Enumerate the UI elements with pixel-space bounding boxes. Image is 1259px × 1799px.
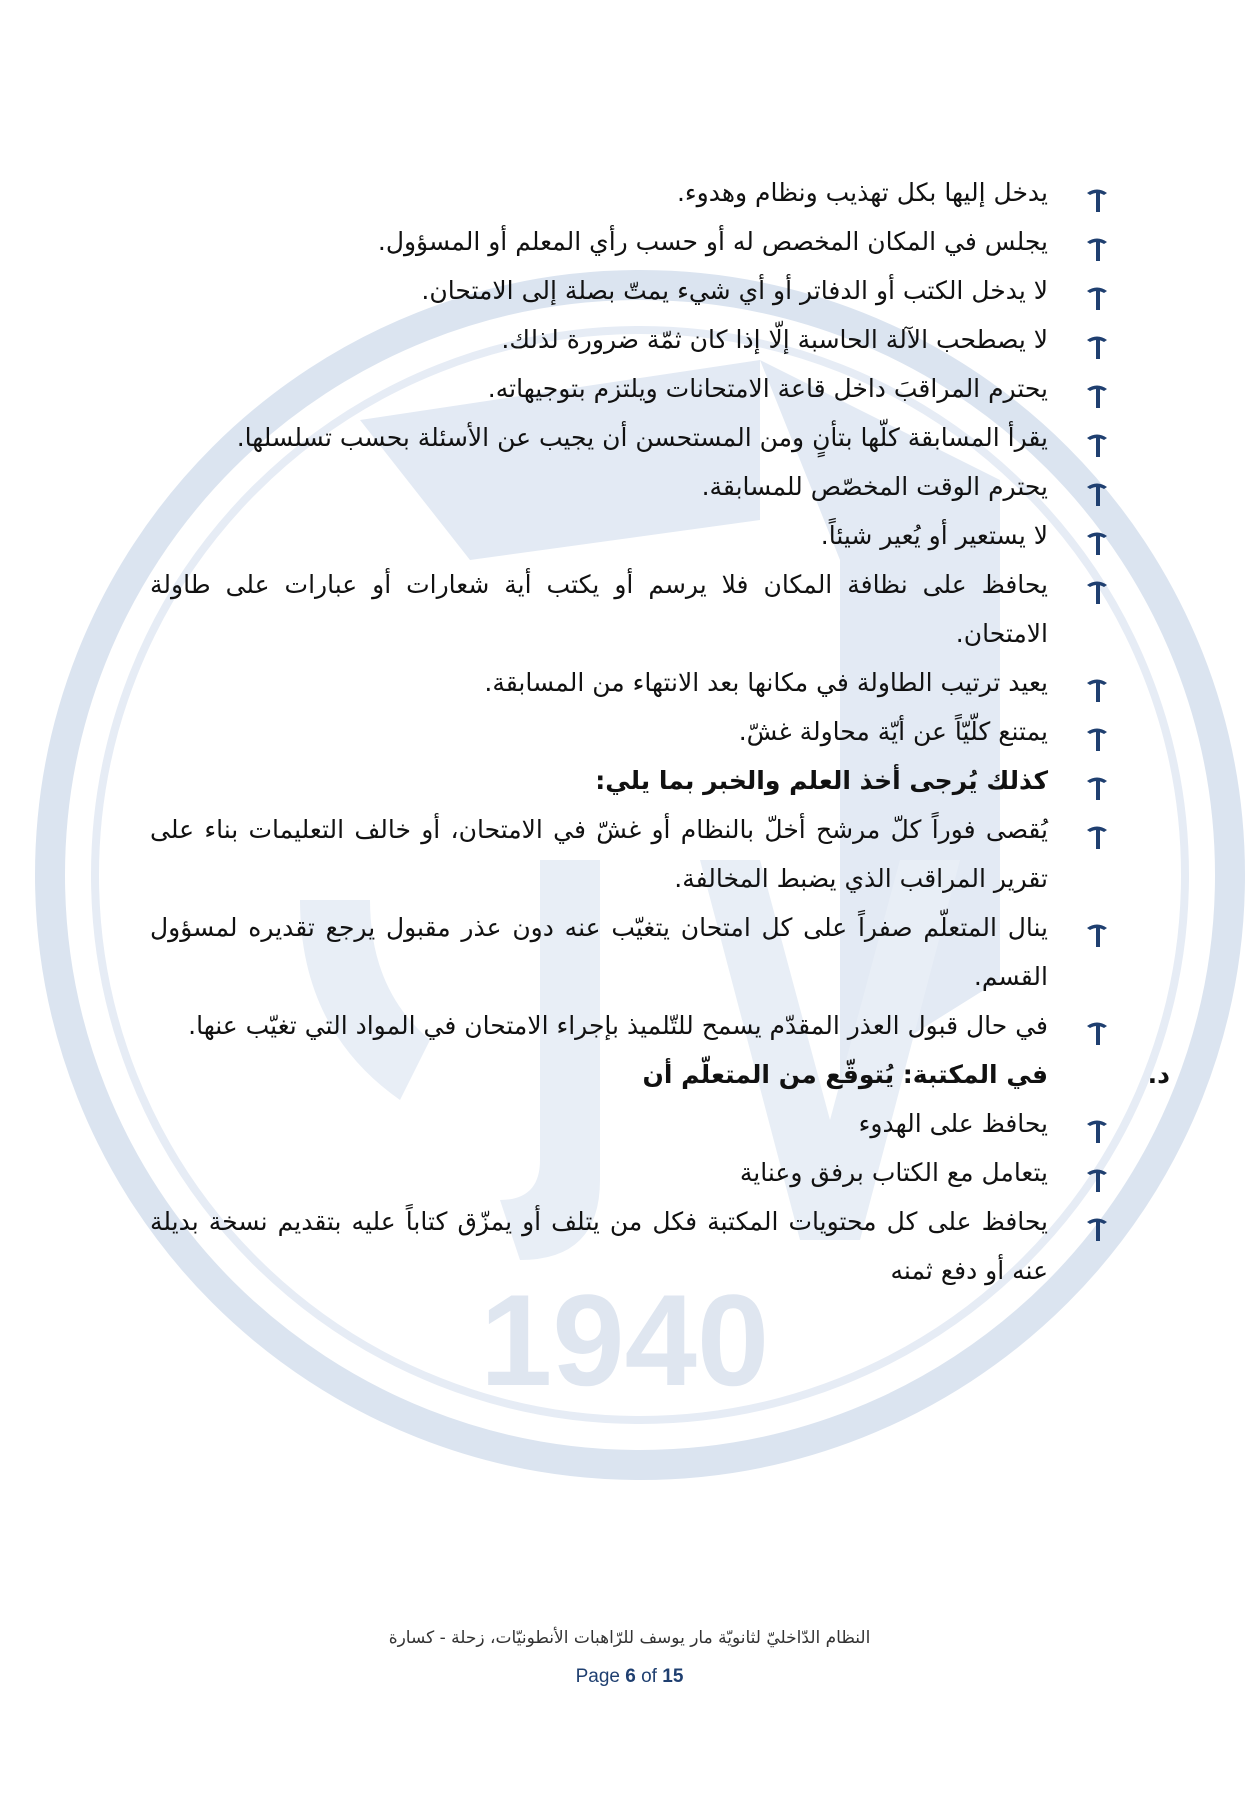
pickaxe-bullet-icon (1084, 719, 1110, 745)
list-item-text: يعيد ترتيب الطاولة في مكانها بعد الانتهاء من المسابقة. (484, 668, 1048, 697)
list-item-text: يُقصى فوراً كلّ مرشح أخلّ بالنظام أو غشّ في الامتحان، أو خالف التعليمات بناء على تقرير المراقب الذي يضبط المخالفة. (150, 815, 1048, 893)
pickaxe-bullet-icon (1084, 1160, 1110, 1186)
pickaxe-bullet-icon (1084, 817, 1110, 843)
list-item-text: لا يصطحب الآلة الحاسبة إلّا إذا كان ثمّة ضرورة لذلك. (501, 325, 1048, 354)
list-item-text: يحافظ على نظافة المكان فلا يرسم أو يكتب أية شعارات أو عبارات على طاولة الامتحان. (150, 570, 1048, 648)
pickaxe-bullet-icon (1084, 376, 1110, 402)
page-number: Page 6 of 15 (575, 1666, 684, 1687)
list-item (150, 805, 1110, 903)
pickaxe-bullet-icon (1084, 474, 1110, 500)
pickaxe-bullet-icon (1084, 768, 1110, 794)
list-item (150, 1197, 1110, 1295)
list-item-text: لا يستعير أو يُعير شيئاً. (820, 521, 1048, 550)
list-item-text: يقرأ المسابقة كلّها بتأنٍ ومن المستحسن أن يجيب عن الأسئلة بحسب تسلسلها. (236, 423, 1048, 452)
pickaxe-bullet-icon (1084, 915, 1110, 941)
list-item-text: يحترم الوقت المخصّص للمسابقة. (701, 472, 1048, 501)
list-item (150, 658, 1110, 707)
pickaxe-bullet-icon (1084, 278, 1110, 304)
rules-list (150, 168, 1170, 1295)
list-item (150, 1099, 1110, 1148)
list-item-text: في حال قبول العذر المقدّم يسمح للتّلميذ بإجراء الامتحان في المواد التي تغيّب عنها. (188, 1011, 1048, 1040)
list-item (150, 903, 1110, 1001)
section-heading-text: في المكتبة: يُتوقّع من المتعلّم أن (642, 1060, 1048, 1089)
watermark-year: 1940 (480, 1267, 770, 1413)
list-item-text: يمتنع كلّيّاً عن أيّة محاولة غشّ. (738, 717, 1048, 746)
list-item-text: كذلك يُرجى أخذ العلم والخبر بما يلي: (595, 766, 1048, 795)
list-item-text: يحافظ على الهدوء (858, 1109, 1048, 1138)
pickaxe-bullet-icon (1084, 1209, 1110, 1235)
pickaxe-bullet-icon (1084, 1013, 1110, 1039)
list-item-text: ينال المتعلّم صفراً على كل امتحان يتغيّب عنه دون عذر مقبول يرجع تقديره لمسؤول القسم. (150, 913, 1048, 991)
footer-school-name: النظام الدّاخليّ لثانويّة مار يوسف للرّاهبات الأنطونيّات، زحلة - كسارة (388, 1628, 871, 1648)
section-marker: د. (1147, 1060, 1170, 1089)
pickaxe-bullet-icon (1084, 229, 1110, 255)
list-item (150, 364, 1110, 413)
list-item (150, 168, 1110, 217)
pickaxe-bullet-icon (1084, 572, 1110, 598)
pickaxe-bullet-icon (1084, 670, 1110, 696)
section-heading (150, 1050, 1170, 1099)
list-item (150, 1148, 1110, 1197)
pickaxe-bullet-icon (1084, 523, 1110, 549)
list-item (150, 560, 1110, 658)
list-item-text: يتعامل مع الكتاب برفق وعناية (739, 1158, 1048, 1187)
list-item-text: يدخل إليها بكل تهذيب ونظام وهدوء. (676, 178, 1048, 207)
list-item (150, 315, 1110, 364)
list-item-text: يحترم المراقبَ داخل قاعة الامتحانات ويلتزم بتوجيهاته. (487, 374, 1048, 403)
list-item (150, 462, 1110, 511)
pickaxe-bullet-icon (1084, 180, 1110, 206)
list-item (150, 266, 1110, 315)
list-item (150, 413, 1110, 462)
pickaxe-bullet-icon (1084, 425, 1110, 451)
list-item (150, 217, 1110, 266)
list-item-text: يجلس في المكان المخصص له أو حسب رأي المعلم أو المسؤول. (377, 227, 1048, 256)
pickaxe-bullet-icon (1084, 327, 1110, 353)
list-item (150, 756, 1110, 805)
list-item (150, 511, 1110, 560)
list-item-text: يحافظ على كل محتويات المكتبة فكل من يتلف أو يمزّق كتاباً عليه بتقديم نسخة بديلة عنه أو دفع ثمنه (150, 1207, 1048, 1285)
list-item (150, 707, 1110, 756)
pickaxe-bullet-icon (1084, 1111, 1110, 1137)
list-item-text: لا يدخل الكتب أو الدفاتر أو أي شيء يمتّ بصلة إلى الامتحان. (421, 276, 1048, 305)
list-item (150, 1001, 1110, 1050)
